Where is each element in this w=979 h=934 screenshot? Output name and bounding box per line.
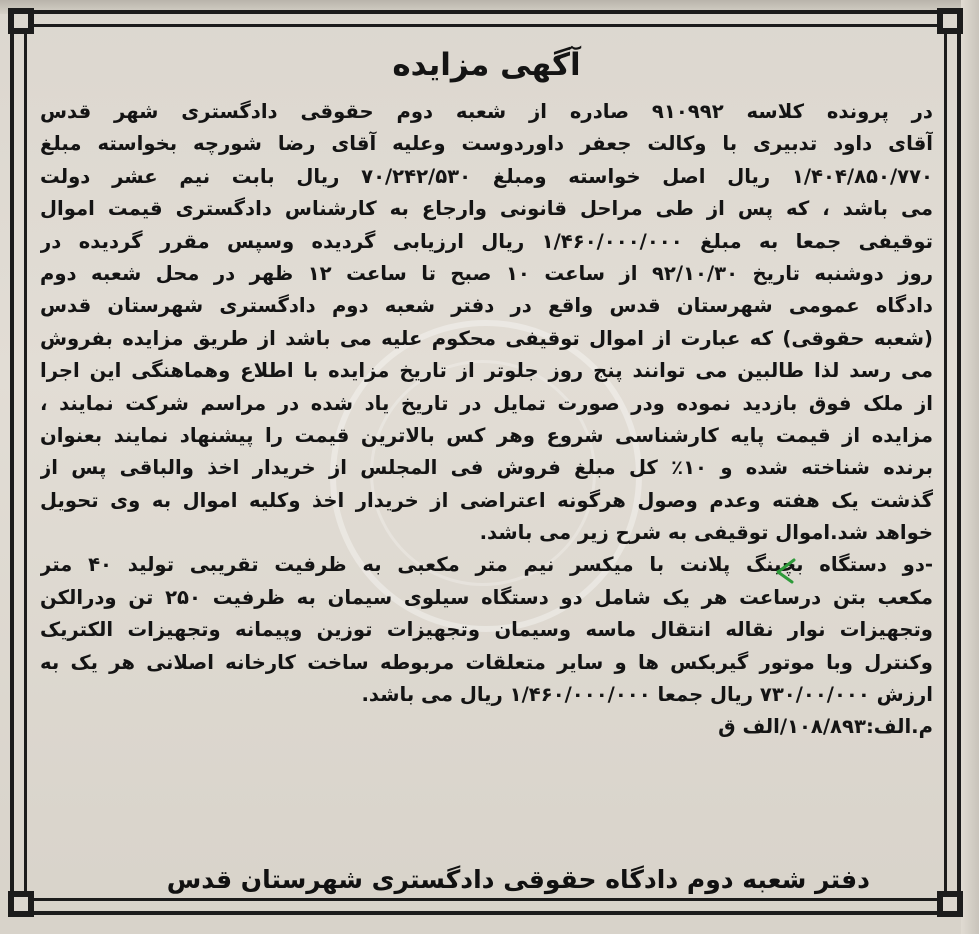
notice-paragraph	[40, 96, 933, 549]
reference-number: م.الف:۱۰۸/۸۹۳/الف ق	[718, 715, 933, 739]
text-line: مکعب بتن درساعت هر یک شامل دو دستگاه سیلوی سیمان به ظرفیت ۲۵۰ تن ودرالکن	[40, 585, 933, 609]
text-line: از ملک فوق بازدید نموده ودر صورت تمایل در تاریخ یاد شده در مراسم شرکت نمایند ،	[40, 391, 933, 415]
text-line: می رسد لذا طالبین می توانند پنج روز جلوتر از تاریخ مزایده با اطلاع وهماهنگی این اجرا	[40, 359, 933, 383]
text-line: گذشت یک هفته وعدم وصول هرگونه اعتراضی از خریدار اخذ وکلیه اموال به وی تحویل	[40, 488, 933, 512]
notice-body	[40, 34, 933, 744]
text-line: روز دوشنبه تاریخ ۹۲/۱۰/۳۰ از ساعت ۱۰ صبح تا ساعت ۱۲ ظهر در محل شعبه دوم	[40, 261, 933, 285]
text-line: در پرونده کلاسه ۹۱۰۹۹۲ صادره از شعبه دوم حقوقی دادگستری شهر قدس	[40, 100, 933, 123]
text-line: برنده شناخته شده و ۱۰٪ کل مبلغ فروش فی المجلس از خریدار اخذ والباقی پس از	[40, 456, 933, 480]
text-line: ارزش ۷۳۰/۰۰/۰۰۰ ریال جمعا ۱/۴۶۰/۰۰۰/۰۰۰ ریال می باشد.	[361, 683, 933, 707]
notice-title: آگهی مزایده	[392, 47, 581, 83]
text-line: توقیفی جمعا به مبلغ ۱/۴۶۰/۰۰۰/۰۰۰ ریال ارزیابی گردیده وسپس مقرر گردیده در	[40, 229, 933, 253]
text-line: ۱/۴۰۴/۸۵۰/۷۷۰ ریال اصل خواسته ومبلغ ۷۰/۲۴۲/۵۳۰ ریال بابت نیم عشر دولت	[40, 164, 933, 188]
text-line: -دو دستگاه بچینگ پلانت با میکسر نیم متر مکعبی به ظرفیت تقریبی تولید ۴۰ متر	[40, 553, 933, 577]
text-line: دادگاه عمومی شهرستان قدس واقع در دفتر شعبه دوم دادگستری شهرستان قدس	[40, 294, 933, 318]
corner-ornament-bottom-right	[937, 891, 963, 917]
text-line: خواهد شد.اموال توقیفی به شرح زیر می باشد.	[479, 521, 933, 545]
text-line: می باشد ، که پس از طی مراحل قانونی وارجاع به کارشناس دادگستری قیمت اموال	[40, 197, 933, 221]
corner-ornament-bottom-left	[8, 891, 34, 917]
corner-ornament-top-left	[8, 8, 34, 34]
scan-edge-right	[961, 0, 979, 934]
text-line: آقای داود تدبیری با وکالت جعفر داوردوست وعلیه آقای رضا شورچه بخواسته مبلغ	[40, 132, 933, 156]
text-line: وکنترل وبا موتور گیربکس ها و سایر متعلقات مربوطه ساخت کارخانه اصلانی هر یک به	[40, 650, 933, 674]
issuer-signature: دفتر شعبه دوم دادگاه حقوقی دادگستری شهرستان قدس	[166, 865, 870, 894]
text-line: وتجهیزات نوار نقاله انتقال ماسه وسیمان وتجهیزات توزین وپیمانه وتجهیزات الکتریک	[40, 618, 933, 642]
text-line: مزایده از قیمت پایه کارشناسی شروع وهر کس بالاترین قیمت را پیشنهاد نمایند بعنوان	[40, 423, 933, 447]
text-line: (شعبه حقوقی) که عبارت از اموال توقیفی محکوم علیه می باشد از طریق مزایده بفروش	[40, 326, 933, 350]
green-check-mark	[770, 556, 800, 586]
corner-ornament-top-right	[937, 8, 963, 34]
